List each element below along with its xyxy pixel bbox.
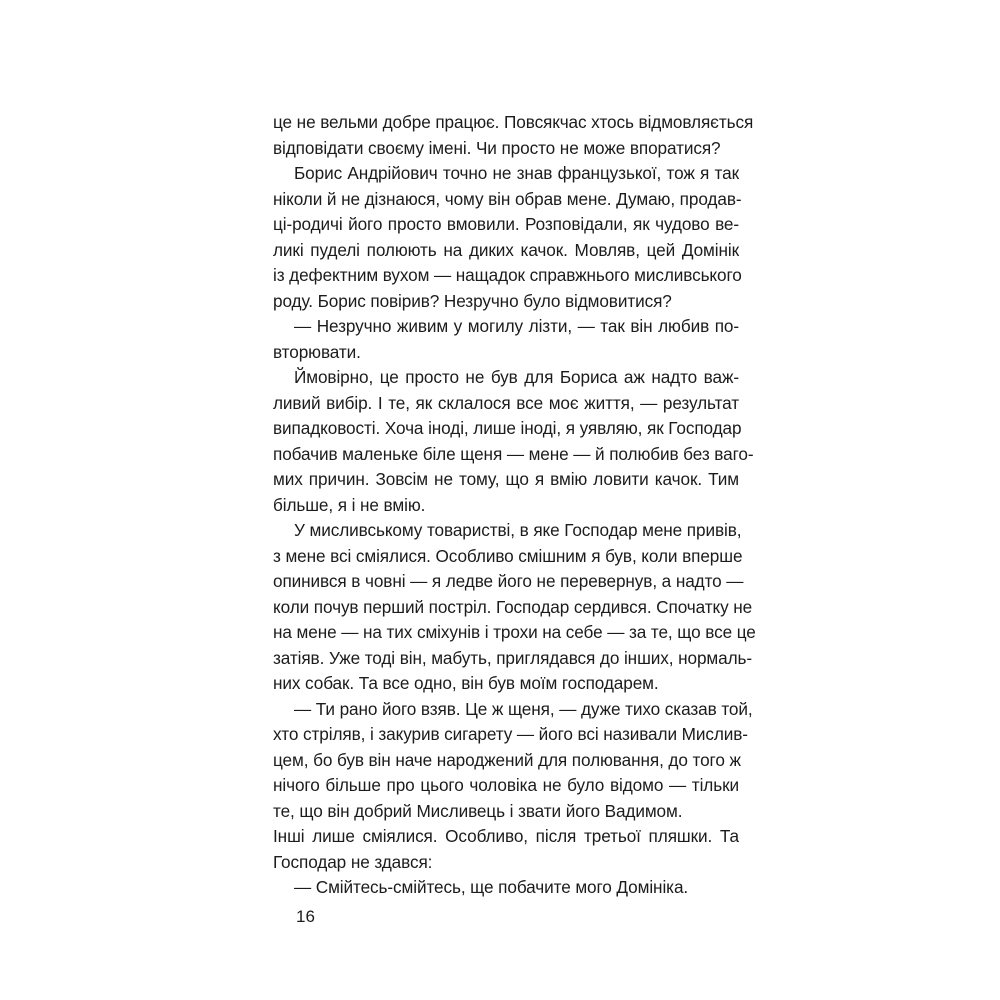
text-line: нічого більше про цього чоловіка не було відомо — тільки [273, 775, 739, 795]
paragraph [273, 365, 754, 518]
paragraph [273, 824, 739, 875]
text-line: — Незручно живим у могилу лізти, — так він любив по- [294, 316, 739, 336]
paragraph [273, 161, 742, 314]
text-line: Ймовірно, це просто не був для Бориса аж надто важ- [294, 367, 739, 387]
paragraph [273, 110, 754, 161]
text-line: те, що він добрий Мисливець і звати його Вадимом. [273, 800, 683, 821]
text-line: відповідати своєму імені. Чи просто не може впоратися? [273, 137, 721, 158]
paragraph [273, 314, 739, 365]
text-line: з мене всі сміялися. Особливо смішним я був, коли вперше [273, 545, 743, 566]
text-line: більше, я і не вмію. [273, 494, 426, 515]
text-line: ці-родичі його просто вмовили. Розповідали, як чудово ве- [273, 214, 739, 234]
text-line: мих причин. Зовсім не тому, що я вмію ловити качок. Тим [273, 469, 739, 489]
text-line: вторювати. [273, 341, 361, 362]
text-line: ливий вибір. І те, як склалося все моє життя, — результат [273, 392, 739, 413]
text-line: У мисливському товаристві, в яке Господар мене привів, [294, 520, 742, 540]
text-line: хто стріляв, і закурив сигарету — його всі називали Мислив- [273, 724, 748, 744]
text-line: на мене — на тих сміхунів і трохи на себе — за те, що все це [273, 622, 756, 642]
text-line: цем, бо був він наче народжений для полювання, до того ж [273, 749, 741, 770]
text-line: опинився в човні — я ледве його не перевернув, а надто — [273, 571, 744, 591]
text-line: них собак. Та все одно, він був моїм господарем. [273, 673, 659, 693]
body-text [273, 110, 756, 901]
text-line: із дефектним вухом — нащадок справжнього мисливського [273, 265, 742, 285]
text-line: коли почув перший постріл. Господар сердився. Спочатку не [273, 596, 753, 617]
text-line: ликі пуделі полюють на диких качок. Мовляв, цей Домінік [273, 239, 739, 260]
text-line: — Смійтесь-смійтесь, ще побачите мого Домініка. [294, 877, 689, 897]
page-number: 16 [296, 907, 315, 926]
text-line: побачив маленьке біле щеня — мене — й полюбив без ваго- [273, 443, 754, 464]
text-line: випадковості. Хоча іноді, лише іноді, я уявляю, як Господар [273, 418, 742, 438]
text-line: затіяв. Уже тоді він, мабуть, приглядався до інших, нормаль- [273, 647, 753, 668]
paragraph [273, 697, 753, 825]
paragraph [273, 875, 739, 901]
paragraph [273, 518, 756, 697]
text-line: Інші лише сміялися. Особливо, після третьої пляшки. Та [273, 826, 739, 846]
text-line: це не вельми добре працює. Повсякчас хтось відмовляється [273, 112, 754, 132]
text-line: Господар не здався: [273, 851, 433, 872]
text-line: Борис Андрійович точно не знав французької, тож я так [294, 163, 739, 183]
text-line: — Ти рано його взяв. Це ж щеня, — дуже тихо сказав той, [294, 698, 753, 719]
text-line: ніколи й не дізнаюся, чому він обрав мене. Думаю, продав- [273, 188, 742, 209]
text-line: роду. Борис повірив? Незручно було відмовитися? [273, 290, 672, 311]
